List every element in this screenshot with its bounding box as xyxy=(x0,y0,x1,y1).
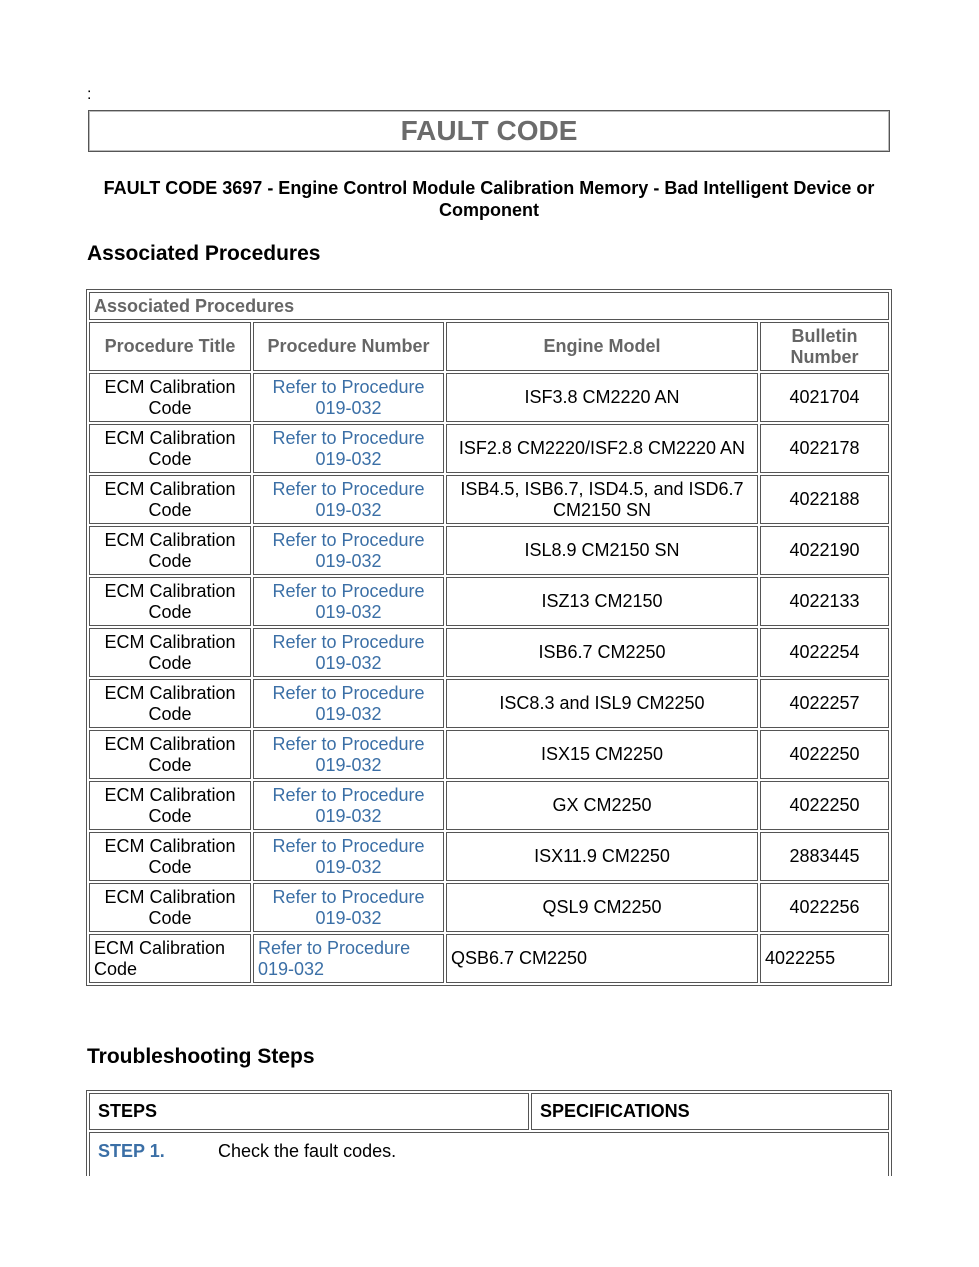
table-row xyxy=(89,832,889,881)
engine-model-cell: ISF2.8 CM2220/ISF2.8 CM2220 AN xyxy=(446,424,758,473)
procedure-title-cell: ECM Calibration Code xyxy=(89,628,251,677)
bulletin-number-cell: 4022257 xyxy=(760,679,889,728)
step-1-label[interactable]: STEP 1. xyxy=(98,1141,165,1161)
step-1-text: Check the fault codes. xyxy=(218,1141,397,1161)
bulletin-number-cell: 4022254 xyxy=(760,628,889,677)
procedure-link[interactable]: Refer to Procedure 019-032 xyxy=(253,628,444,677)
engine-model-cell: ISF3.8 CM2220 AN xyxy=(446,373,758,422)
engine-model-cell: ISB6.7 CM2250 xyxy=(446,628,758,677)
bulletin-number-cell: 4022256 xyxy=(760,883,889,932)
procedure-link[interactable]: Refer to Procedure 019-032 xyxy=(253,424,444,473)
step-row xyxy=(89,1132,889,1181)
engine-model-cell: ISB4.5, ISB6.7, ISD4.5, and ISD6.7 CM2150 SN xyxy=(446,475,758,524)
associated-procedures-heading: Associated Procedures xyxy=(87,242,321,265)
procedure-link[interactable]: Refer to Procedure 019-032 xyxy=(253,883,444,932)
procedure-title-cell: ECM Calibration Code xyxy=(89,679,251,728)
table-row xyxy=(89,373,889,422)
table-row xyxy=(89,577,889,626)
bulletin-number-cell: 2883445 xyxy=(760,832,889,881)
procedure-title-cell: ECM Calibration Code xyxy=(89,781,251,830)
bulletin-number-cell: 4022188 xyxy=(760,475,889,524)
procedure-title-cell: ECM Calibration Code xyxy=(89,577,251,626)
table-row xyxy=(89,781,889,830)
header-steps: STEPS xyxy=(89,1093,529,1130)
page-bottom-margin xyxy=(0,1176,979,1267)
table-row xyxy=(89,730,889,779)
table-header-row xyxy=(89,322,889,371)
header-bulletin-number: Bulletin Number xyxy=(760,322,889,371)
procedure-title-cell: ECM Calibration Code xyxy=(89,832,251,881)
bulletin-number-cell: 4022250 xyxy=(760,730,889,779)
procedure-link[interactable]: Refer to Procedure 019-032 xyxy=(253,577,444,626)
table-row xyxy=(89,424,889,473)
procedure-link[interactable]: Refer to Procedure 019-032 xyxy=(253,526,444,575)
troubleshooting-steps-heading: Troubleshooting Steps xyxy=(87,1045,315,1068)
header-procedure-number: Procedure Number xyxy=(253,322,444,371)
bulletin-number-cell: 4022178 xyxy=(760,424,889,473)
bulletin-number-cell: 4022250 xyxy=(760,781,889,830)
header-specifications: SPECIFICATIONS xyxy=(531,1093,889,1130)
procedure-title-cell: ECM Calibration Code xyxy=(89,730,251,779)
engine-model-cell: ISZ13 CM2150 xyxy=(446,577,758,626)
bulletin-number-cell: 4021704 xyxy=(760,373,889,422)
steps-header-row xyxy=(89,1093,889,1130)
bulletin-number-cell: 4022190 xyxy=(760,526,889,575)
header-engine-model: Engine Model xyxy=(446,322,758,371)
procedure-link[interactable]: Refer to Procedure 019-032 xyxy=(253,475,444,524)
table-caption: Associated Procedures xyxy=(89,292,889,320)
table-row xyxy=(89,628,889,677)
engine-model-cell: QSL9 CM2250 xyxy=(446,883,758,932)
procedure-title-cell: ECM Calibration Code xyxy=(89,934,251,983)
troubleshooting-steps-table xyxy=(86,1090,892,1184)
procedure-link[interactable]: Refer to Procedure 019-032 xyxy=(253,781,444,830)
engine-model-cell: ISL8.9 CM2150 SN xyxy=(446,526,758,575)
table-row xyxy=(89,883,889,932)
procedure-link[interactable]: Refer to Procedure 019-032 xyxy=(253,832,444,881)
engine-model-cell: QSB6.7 CM2250 xyxy=(446,934,758,983)
procedure-title-cell: ECM Calibration Code xyxy=(89,373,251,422)
procedure-title-cell: ECM Calibration Code xyxy=(89,475,251,524)
procedure-link[interactable]: Refer to Procedure 019-032 xyxy=(253,373,444,422)
page-title: FAULT CODE xyxy=(88,110,890,152)
bulletin-number-cell: 4022133 xyxy=(760,577,889,626)
header-procedure-title: Procedure Title xyxy=(89,322,251,371)
engine-model-cell: ISX15 CM2250 xyxy=(446,730,758,779)
table-row xyxy=(89,526,889,575)
table-row xyxy=(89,679,889,728)
procedure-link[interactable]: Refer to Procedure 019-032 xyxy=(253,679,444,728)
fault-code-heading: FAULT CODE 3697 - Engine Control Module Calibration Memory - Bad Intelligent Device or Component xyxy=(103,178,875,220)
table-row xyxy=(89,475,889,524)
engine-model-cell: ISX11.9 CM2250 xyxy=(446,832,758,881)
engine-model-cell: ISC8.3 and ISL9 CM2250 xyxy=(446,679,758,728)
procedure-link[interactable]: Refer to Procedure 019-032 xyxy=(253,934,444,983)
bulletin-number-cell: 4022255 xyxy=(760,934,889,983)
page-colon: : xyxy=(87,86,92,103)
procedure-title-cell: ECM Calibration Code xyxy=(89,424,251,473)
associated-procedures-table xyxy=(86,289,892,986)
table-row xyxy=(89,934,889,983)
engine-model-cell: GX CM2250 xyxy=(446,781,758,830)
procedure-link[interactable]: Refer to Procedure 019-032 xyxy=(253,730,444,779)
procedure-title-cell: ECM Calibration Code xyxy=(89,526,251,575)
step-cell xyxy=(89,1132,889,1181)
procedure-title-cell: ECM Calibration Code xyxy=(89,883,251,932)
